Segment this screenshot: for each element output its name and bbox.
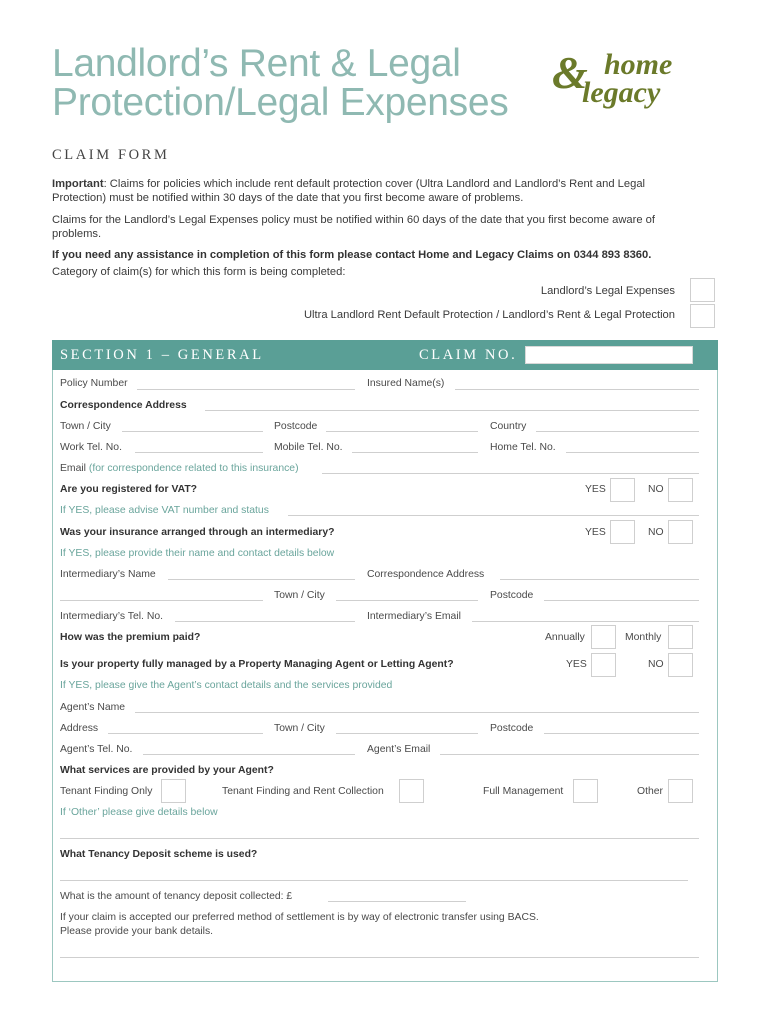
intermediary-yes-label: YES (585, 527, 606, 538)
monthly-checkbox[interactable] (668, 625, 693, 649)
category-legal-expenses-label: Landlord’s Legal Expenses (540, 285, 675, 297)
managed-no-checkbox[interactable] (668, 653, 693, 677)
other-checkbox[interactable] (668, 779, 693, 803)
logo-word-home: home (604, 48, 673, 81)
legal-expenses-notice: Claims for the Landlord’s Legal Expenses policy must be notified within 60 days of the date that you first become aware of problems. (52, 214, 656, 241)
category-legal-expenses-checkbox[interactable] (690, 278, 715, 302)
agents-tel-label: Agent’s Tel. No. (60, 744, 133, 755)
monthly-label: Monthly (625, 632, 662, 643)
bank-details-field[interactable] (60, 957, 699, 958)
tenant-finding-rent-label: Tenant Finding and Rent Collection (222, 786, 384, 797)
intermediary-name-label: Intermediary’s Name (60, 569, 156, 580)
intermediary-town-field[interactable] (336, 600, 478, 601)
section-title: SECTION 1 – GENERAL (60, 347, 264, 363)
intermediary-postcode-field[interactable] (544, 600, 699, 601)
assistance-notice: If you need any assistance in completion of this form please contact Home and Legacy Claims on 0344 893 8360. (52, 249, 652, 261)
email-field[interactable] (322, 473, 699, 474)
agent-address-field[interactable] (108, 733, 263, 734)
annually-checkbox[interactable] (591, 625, 616, 649)
form-title: CLAIM FORM (52, 147, 170, 163)
vat-yes-label: YES (585, 484, 606, 495)
intermediary-postcode-label: Postcode (490, 590, 534, 601)
intermediary-address-line-2[interactable] (60, 600, 263, 601)
other-note: If ‘Other’ please give details below (60, 807, 218, 818)
email-label-text: Email (60, 463, 86, 474)
category-prompt: Category of claim(s) for which this form is being completed: (52, 266, 346, 278)
tenant-finding-only-checkbox[interactable] (161, 779, 186, 803)
intermediary-tel-field[interactable] (175, 621, 355, 622)
intermediary-yes-checkbox[interactable] (610, 520, 635, 544)
vat-note: If YES, please advise VAT number and status (60, 505, 269, 516)
town-city-field[interactable] (122, 431, 263, 432)
agents-email-label: Agent’s Email (367, 744, 431, 755)
vat-no-label: NO (648, 484, 664, 495)
email-label (60, 463, 299, 474)
intermediary-no-label: NO (648, 527, 664, 538)
claim-no-label: CLAIM NO. (419, 347, 518, 363)
intermediary-address-field[interactable] (500, 579, 699, 580)
title-line-1: Landlord’s Rent & Legal (52, 42, 461, 85)
country-field[interactable] (536, 431, 699, 432)
important-label: Important (52, 178, 104, 190)
category-rent-protection-label: Ultra Landlord Rent Default Protection / Landlord’s Rent & Legal Protection (303, 309, 675, 321)
full-management-label: Full Management (483, 786, 564, 797)
agent-address-label: Address (60, 723, 99, 734)
intermediary-town-label: Town / City (274, 590, 325, 601)
page-title (52, 44, 508, 122)
email-note: (for correspondence related to this insurance) (88, 463, 299, 474)
insured-names-field[interactable] (455, 389, 699, 390)
intermediary-email-field[interactable] (472, 621, 699, 622)
bacs-line-1: If your claim is accepted our preferred method of settlement is by way of electronic transfer using BACS. (60, 912, 539, 923)
services-question: What services are provided by your Agent? (60, 765, 274, 776)
agent-town-label: Town / City (274, 723, 325, 734)
logo-word-legacy: legacy (582, 76, 661, 109)
policy-number-field[interactable] (137, 389, 355, 390)
vat-no-checkbox[interactable] (668, 478, 693, 502)
agents-name-label: Agent’s Name (60, 702, 126, 713)
logo-ampersand: & (552, 47, 588, 98)
home-tel-label: Home Tel. No. (490, 442, 556, 453)
managed-yes-label: YES (566, 659, 587, 670)
deposit-scheme-question: What Tenancy Deposit scheme is used? (60, 849, 258, 860)
insured-names-label: Insured Name(s) (367, 378, 445, 389)
tenant-finding-rent-checkbox[interactable] (399, 779, 424, 803)
vat-question: Are you registered for VAT? (60, 484, 198, 495)
annually-label: Annually (545, 632, 585, 643)
premium-question: How was the premium paid? (60, 632, 201, 643)
category-rent-protection-checkbox[interactable] (690, 304, 715, 328)
work-tel-label: Work Tel. No. (60, 442, 122, 453)
agents-name-field[interactable] (135, 712, 699, 713)
other-details-field[interactable] (60, 838, 699, 839)
intermediary-note: If YES, please provide their name and contact details below (60, 548, 335, 559)
intermediary-email-label: Intermediary’s Email (367, 611, 461, 622)
agent-postcode-field[interactable] (544, 733, 699, 734)
deposit-scheme-field[interactable] (60, 880, 688, 881)
vat-details-field[interactable] (288, 515, 699, 516)
bacs-line-2: Please provide your bank details. (60, 926, 214, 937)
agents-email-field[interactable] (440, 754, 699, 755)
managed-question: Is your property fully managed by a Property Managing Agent or Letting Agent? (60, 659, 454, 670)
agents-tel-field[interactable] (143, 754, 355, 755)
full-management-checkbox[interactable] (573, 779, 598, 803)
correspondence-address-label: Correspondence Address (60, 400, 187, 411)
intermediary-question: Was your insurance arranged through an intermediary? (60, 527, 335, 538)
intermediary-tel-label: Intermediary’s Tel. No. (60, 611, 163, 622)
agent-postcode-label: Postcode (490, 723, 534, 734)
managed-yes-checkbox[interactable] (591, 653, 616, 677)
town-city-label: Town / City (60, 421, 111, 432)
home-tel-field[interactable] (566, 452, 699, 453)
mobile-tel-label: Mobile Tel. No. (274, 442, 343, 453)
policy-number-label: Policy Number (60, 378, 128, 389)
vat-yes-checkbox[interactable] (610, 478, 635, 502)
other-label: Other (637, 786, 663, 797)
mobile-tel-field[interactable] (352, 452, 478, 453)
work-tel-field[interactable] (135, 452, 263, 453)
deposit-amount-label: What is the amount of tenancy deposit collected: £ (60, 891, 293, 902)
correspondence-address-field[interactable] (205, 410, 699, 411)
managed-no-label: NO (648, 659, 664, 670)
important-notice (52, 177, 702, 205)
deposit-amount-field[interactable] (328, 901, 466, 902)
title-line-2: Protection/Legal Expenses (52, 81, 509, 124)
tenant-finding-only-label: Tenant Finding Only (60, 786, 153, 797)
managed-note: If YES, please give the Agent’s contact details and the services provided (60, 680, 393, 691)
intermediary-no-checkbox[interactable] (668, 520, 693, 544)
postcode-label: Postcode (274, 421, 318, 432)
agent-town-field[interactable] (336, 733, 478, 734)
home-legacy-logo (552, 44, 728, 114)
important-text: : Claims for policies which include rent default protection cover (Ultra Landlord and Landlord’s Rent and Legal Protection) must be notified within 30 days of the date that you first become aware of problems. (52, 178, 646, 205)
claim-no-input[interactable] (525, 346, 693, 364)
country-label: Country (490, 421, 527, 432)
intermediary-name-field[interactable] (168, 579, 355, 580)
postcode-field[interactable] (326, 431, 478, 432)
intermediary-address-label: Correspondence Address (367, 569, 485, 580)
